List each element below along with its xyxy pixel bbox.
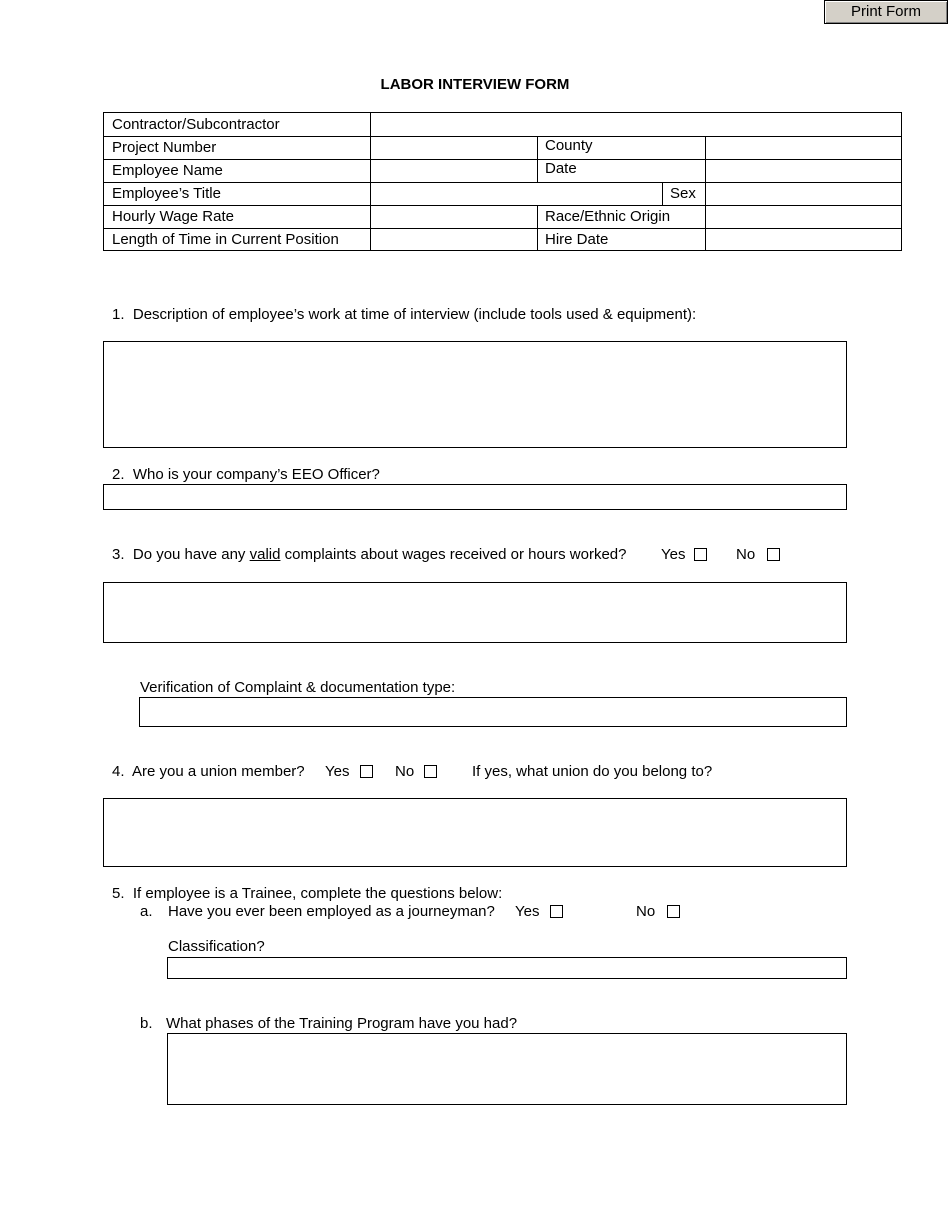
verification-label: Verification of Complaint & documentation type: — [140, 679, 456, 696]
q5a-yes-group — [515, 903, 563, 920]
employee-name-field[interactable] — [371, 160, 537, 182]
contractor-label: Contractor/Subcontractor — [112, 116, 280, 133]
length-of-time-field[interactable] — [371, 229, 537, 250]
q4-yes-checkbox[interactable] — [360, 765, 373, 778]
hourly-wage-label: Hourly Wage Rate — [112, 208, 234, 225]
q3-yes-group — [661, 546, 707, 563]
q5a-yes-label: Yes — [515, 903, 540, 920]
hourly-wage-field[interactable] — [371, 206, 537, 228]
work-description-field[interactable] — [103, 341, 847, 448]
q5a-no-checkbox[interactable] — [667, 905, 680, 918]
question-4 — [112, 763, 305, 780]
union-field[interactable] — [103, 798, 847, 867]
question-3-underlined: valid — [249, 546, 281, 563]
q4-no-label: No — [395, 763, 415, 780]
q3-no-label: No — [736, 546, 756, 563]
verification-field[interactable] — [139, 697, 847, 727]
question-3-number: 3. — [112, 546, 125, 563]
county-label: County — [545, 137, 593, 154]
question-3-pre: Do you have any — [132, 546, 250, 563]
q4-no-group — [395, 763, 437, 780]
county-field[interactable] — [706, 137, 901, 159]
race-label: Race/Ethnic Origin — [545, 208, 671, 225]
q5b-label: b. — [140, 1015, 153, 1032]
q3-yes-label: Yes — [661, 546, 686, 563]
print-form-button[interactable]: Print Form — [824, 0, 948, 24]
q5a-text: Have you ever been employed as a journeyman? — [168, 903, 495, 920]
question-1 — [112, 306, 696, 323]
employee-name-label: Employee Name — [112, 162, 223, 179]
q4-yes-group — [325, 763, 373, 780]
q4-followup: If yes, what union do you belong to? — [472, 763, 713, 780]
question-2 — [112, 466, 380, 483]
sex-label: Sex — [670, 185, 696, 202]
q3-no-checkbox[interactable] — [767, 548, 780, 561]
form-title: LABOR INTERVIEW FORM — [380, 76, 570, 93]
question-2-number: 2. — [112, 466, 125, 483]
classification-field[interactable] — [167, 957, 847, 979]
q5a-label: a. — [140, 903, 153, 920]
question-4-number: 4. — [112, 763, 125, 780]
question-4-text: Are you a union member? — [132, 763, 305, 780]
q3-yes-checkbox[interactable] — [694, 548, 707, 561]
question-1-number: 1. — [112, 306, 125, 323]
question-5-number: 5. — [112, 885, 125, 902]
classification-label: Classification? — [168, 938, 265, 955]
project-number-label: Project Number — [112, 139, 217, 156]
question-3-post: complaints about wages received or hours worked? — [280, 546, 627, 563]
q5a-no-group — [636, 903, 680, 920]
race-field[interactable] — [706, 206, 901, 228]
q5b-text: What phases of the Training Program have you had? — [166, 1015, 518, 1032]
question-3 — [112, 546, 627, 563]
question-5-text: If employee is a Trainee, complete the questions below: — [132, 885, 503, 902]
hire-date-field[interactable] — [706, 229, 901, 250]
training-phases-field[interactable] — [167, 1033, 847, 1105]
question-1-text: Description of employee’s work at time of interview (include tools used & equipment): — [132, 306, 697, 323]
question-5 — [112, 885, 502, 902]
eeo-officer-field[interactable] — [103, 484, 847, 510]
header-table — [103, 112, 902, 251]
length-of-time-label: Length of Time in Current Position — [112, 231, 339, 248]
q5a-no-label: No — [636, 903, 656, 920]
q5a-yes-checkbox[interactable] — [550, 905, 563, 918]
contractor-field[interactable] — [371, 113, 901, 136]
q3-no-group — [736, 546, 780, 563]
project-number-field[interactable] — [371, 137, 537, 159]
sex-field[interactable] — [706, 183, 901, 205]
date-field[interactable] — [706, 160, 901, 182]
complaints-field[interactable] — [103, 582, 847, 643]
employee-title-field[interactable] — [371, 183, 662, 205]
q4-no-checkbox[interactable] — [424, 765, 437, 778]
employee-title-label: Employee’s Title — [112, 185, 221, 202]
date-label: Date — [545, 160, 577, 177]
question-2-text: Who is your company’s EEO Officer? — [132, 466, 380, 483]
hire-date-label: Hire Date — [545, 231, 609, 248]
q4-yes-label: Yes — [325, 763, 350, 780]
